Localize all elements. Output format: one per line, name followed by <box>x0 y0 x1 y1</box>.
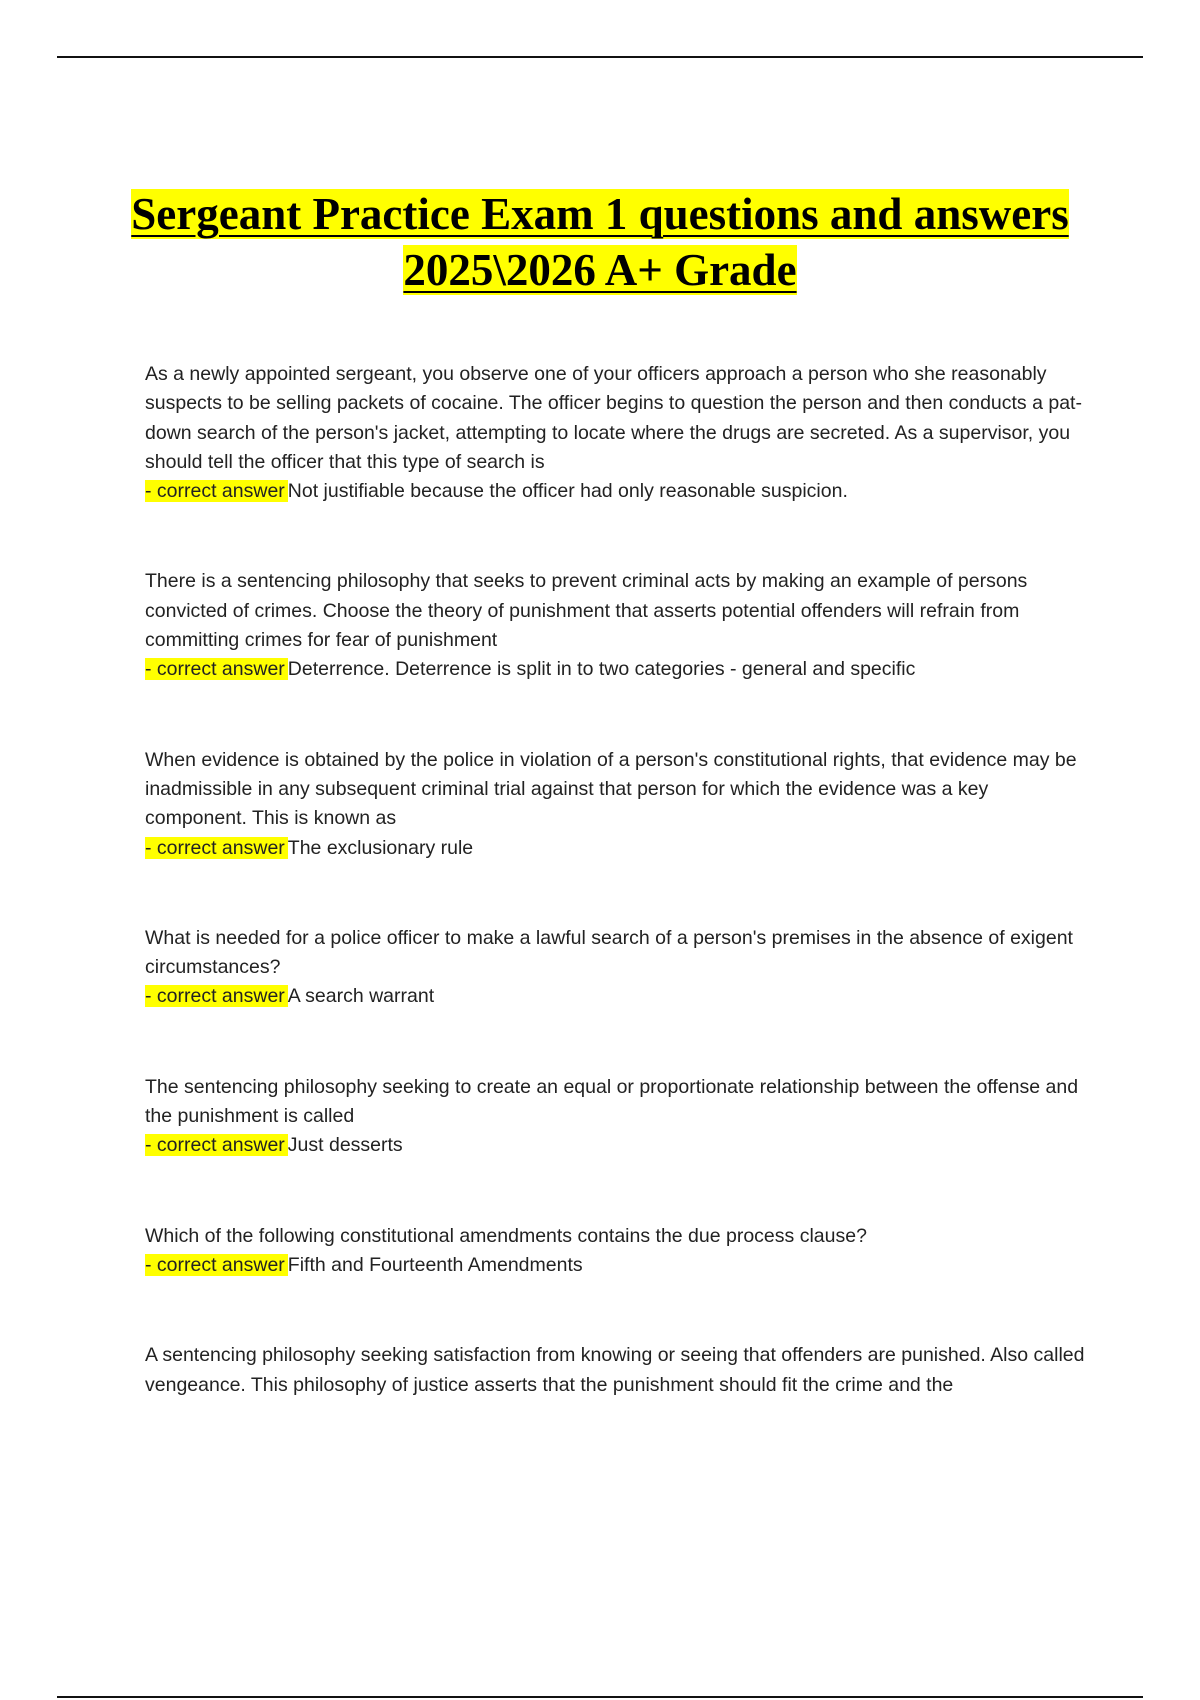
answer-text: Just desserts <box>287 1134 403 1157</box>
answer-line <box>145 1251 1090 1280</box>
answer-line <box>145 982 1090 1011</box>
qa-item-7 <box>145 1341 1090 1400</box>
question-text: The sentencing philosophy seeking to create an equal or proportionate relationship between the offense and the punishment is called <box>145 1075 1079 1128</box>
question-text: As a newly appointed sergeant, you observe one of your officers approach a person who she reasonably suspects to be selling packets of cocaine. The officer begins to question the person and then conducts a pat-down search of the person's jacket, attempting to locate where the drugs are secreted. As a supervisor, you should tell the officer that this type of search is <box>145 363 1082 473</box>
qa-item-6 <box>145 1222 1090 1281</box>
answer-line <box>145 655 1090 684</box>
answer-text: The exclusionary rule <box>287 836 474 859</box>
question-text: A sentencing philosophy seeking satisfaction from knowing or seeing that offenders are punished. Also called vengeance. This philosophy of justice asserts that the punishment should fit the crime and the <box>145 1344 1085 1396</box>
correct-answer-label: - correct answer <box>145 837 288 859</box>
answer-line <box>145 477 1090 506</box>
answer-text: A search warrant <box>287 985 435 1008</box>
qa-item-2 <box>145 567 1090 684</box>
answer-text: Not justifiable because the officer had only reasonable suspicion. <box>287 480 848 503</box>
answer-line <box>145 1131 1090 1160</box>
correct-answer-label: - correct answer <box>145 658 288 680</box>
correct-answer-label: - correct answer <box>145 1134 288 1156</box>
answer-text: Fifth and Fourteenth Amendments <box>287 1253 583 1276</box>
question-text: When evidence is obtained by the police in violation of a person's constitutional rights, that evidence may be inadmissible in any subsequent criminal trial against that person for which the evidence was a key component. This is known as <box>145 748 1077 830</box>
question-answer-list <box>145 360 1090 1400</box>
question-text: Which of the following constitutional amendments contains the due process clause? <box>145 1224 867 1247</box>
correct-answer-label: - correct answer <box>145 1254 288 1276</box>
document-title <box>60 186 1140 298</box>
qa-item-1 <box>145 360 1090 506</box>
answer-line <box>145 834 1090 863</box>
correct-answer-label: - correct answer <box>145 985 288 1007</box>
qa-item-5 <box>145 1073 1090 1161</box>
footer-divider <box>57 1696 1143 1698</box>
qa-item-4 <box>145 924 1090 1012</box>
title-line-1: Sergeant Practice Exam 1 questions and answers <box>131 189 1069 239</box>
title-line-2: 2025\2026 A+ Grade <box>403 245 797 295</box>
question-text: There is a sentencing philosophy that seeks to prevent criminal acts by making an example of persons convicted of crimes. Choose the theory of punishment that asserts potential offenders will refrain from committing crimes for fear of punishment <box>145 570 1028 652</box>
correct-answer-label: - correct answer <box>145 480 288 502</box>
question-text: What is needed for a police officer to make a lawful search of a person's premises in the absence of exigent circumstances? <box>145 926 1073 979</box>
answer-text: Deterrence. Deterrence is split in to two categories - general and specific <box>287 658 916 681</box>
qa-item-3 <box>145 746 1090 863</box>
header-divider <box>57 56 1143 58</box>
